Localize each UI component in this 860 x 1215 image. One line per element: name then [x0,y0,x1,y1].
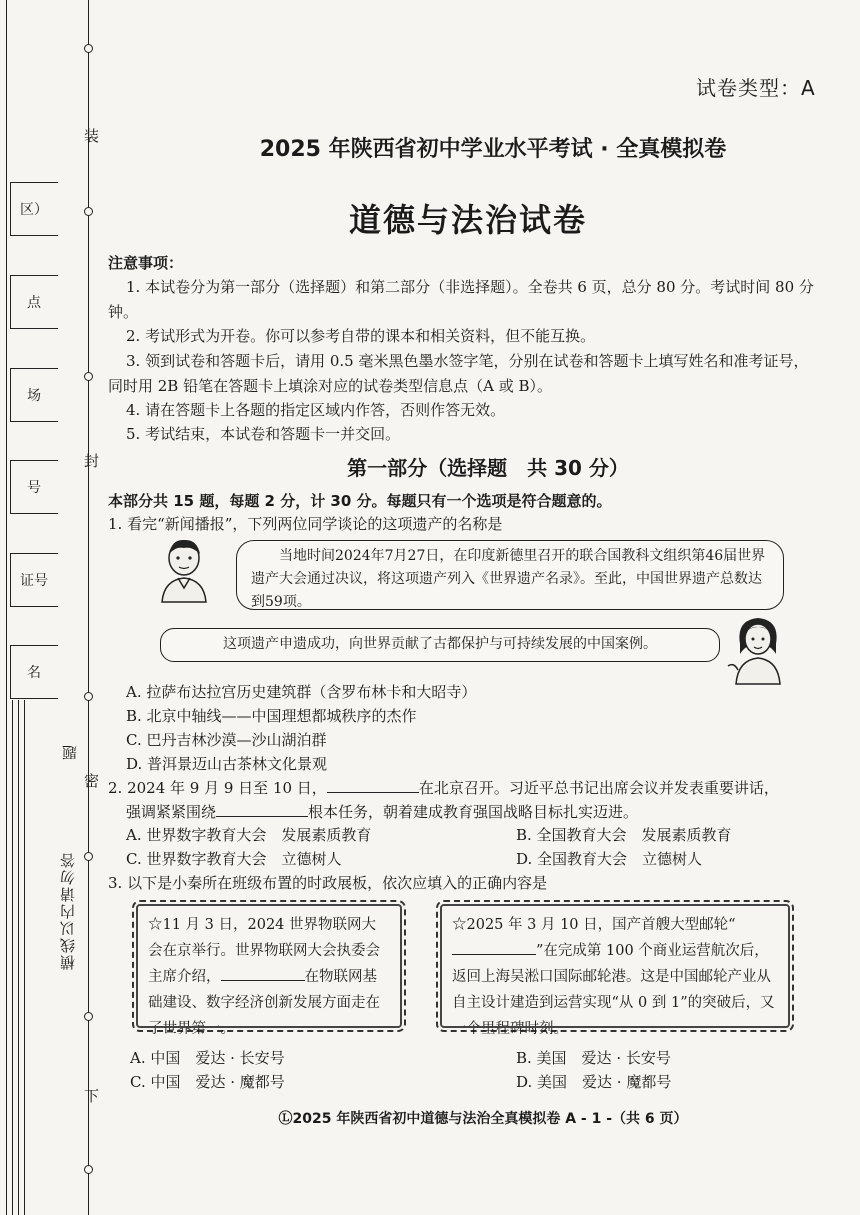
part1-desc: 本部分共 15 题，每题 2 分，计 30 分。每题只有一个选项是符合题意的。 [108,492,612,510]
exam-title: 2025 年陕西省初中学业水平考试 · 全真模拟卷 [259,137,727,162]
panel2-text: ”在完成第 100 个商业运营航次后，返回上海吴淞口国际邮轮港。这是中国邮轮产业从自主设计建造到运营实现“从 0 到 1”的突破后，又一个里程碑时刻。 [452,943,775,1037]
note-item: 2. 考试形式为开卷。你可以参考自带的课本和相关资料，但不能互换。 [126,327,596,345]
q2-option-c: C. 世界数字教育大会 立德树人 [126,850,342,868]
seal-char: 封 [84,452,100,470]
page-footer: Ⓛ2025 年陕西省初中道德与法治全真模拟卷 A - 1 -（共 6 页） [278,1111,688,1127]
margin-box-seat: 号 [10,460,58,514]
seal-dot [84,44,93,53]
q2-stem-part: 2. 2024 年 9 月 9 日至 10 日， [108,779,327,797]
news-panel-2 [436,900,794,1037]
margin-vertical-note: 横线以内请勿答 [59,851,77,970]
q3-option-a: A. 中国 爱达 · 长安号 [130,1049,285,1067]
note-item: 4. 请在答题卡上各题的指定区域内作答，否则作答无效。 [126,401,506,419]
seal-char: 装 [84,127,100,145]
seal-dot [84,372,93,381]
margin-box-site: 点 [10,275,58,329]
q2-stem-part: 根本任务，朝着建成教育强国战略目标扎实迈进。 [308,803,639,821]
q2-stem-line2 [126,800,826,824]
margin-box-id: 证号 [10,553,58,607]
q2-blank-1 [327,779,419,793]
news-bubble: 当地时间2024年7月27日，在印度新德里召开的联合国教科文组织第46届世界遗产大会通过决议，将这项遗产列入《世界遗产名录》。至此，中国世界遗产总数达到59项。 [236,540,784,610]
panel1-text: 在物联网基础建设、数字经济创新发展方面走在了世界第一。 [148,969,380,1037]
margin-line [6,0,7,1215]
q1-option-c: C. 巴丹吉林沙漠—沙山湖泊群 [126,731,327,749]
margin-line [12,700,13,1215]
student-girl-icon [726,614,790,686]
q1-option-d: D. 普洱景迈山古茶林文化景观 [126,755,328,773]
q1-option-a: A. 拉萨布达拉宫历史建筑群（含罗布林卡和大昭寺） [126,683,477,701]
seal-char: 密 [84,772,100,790]
note-item: 1. 本试卷分为第一部分（选择题）和第二部分（非选择题）。全卷共 6 页，总分 80 分。考试时间 80 分钟。 [108,278,814,321]
student-boy-icon [154,536,214,604]
panel2-text: ☆2025 年 3 月 10 日，国产首艘大型邮轮“ [452,917,736,933]
q2-option-d: D. 全国教育大会 立德树人 [516,850,703,868]
seal-dot [84,852,93,861]
note-item: 5. 考试结束，本试卷和答题卡一并交回。 [126,425,401,443]
comment-bubble: 这项遗产申遗成功，向世界贡献了古都保护与可持续发展的中国案例。 [160,628,720,662]
margin-line [24,700,25,1215]
q2-stem-line1 [108,776,820,800]
q1-option-b: B. 北京中轴线——中国理想都城秩序的杰作 [126,707,417,725]
seal-dot [84,207,93,216]
q3-option-d: D. 美国 爱达 · 魔都号 [516,1073,672,1091]
margin-box-name: 名 [10,645,58,699]
seal-line [88,0,89,1215]
q3-blank-2 [452,941,536,955]
paper-type: 试卷类型：A [696,76,816,100]
q2-option-a: A. 世界数字教育大会 发展素质教育 [126,826,372,844]
seal-dot [84,692,93,701]
q2-blank-2 [216,803,308,817]
news-panel-1 [132,900,406,1037]
note-item: 3. 领到试卷和答题卡后，请用 0.5 毫米黑色墨水签字笔，分别在试卷和答题卡上填写姓名和准考证号，同时用 2B 铅笔在答题卡上填涂对应的试卷类型信息点（A 或 B）。 [108,352,809,395]
binding-margin [0,0,100,1215]
seal-char: 下 [84,1087,100,1105]
margin-note-end: 题 [61,743,79,760]
q3-option-b: B. 美国 爱达 · 长安号 [516,1049,671,1067]
notes-heading: 注意事项： [108,254,184,272]
q3-blank-1 [221,967,305,981]
q2-stem-part: 在北京召开。习近平总书记出席会议并发表重要讲话， [418,779,779,797]
margin-line [18,700,19,1215]
q1-stem: 1. 看完“新闻播报”，下列两位同学谈论的这项遗产的名称是 [108,515,503,533]
q3-option-c: C. 中国 爱达 · 魔都号 [130,1073,285,1091]
part1-title: 第一部分（选择题 共 30 分） [347,456,629,480]
seal-dot [84,1012,93,1021]
subject-title: 道德与法治试卷 [348,201,587,239]
margin-box-room: 场 [10,368,58,422]
q2-stem-part: 强调紧紧围绕 [126,803,217,821]
q2-option-b: B. 全国教育大会 发展素质教育 [516,826,732,844]
seal-dot [84,1165,93,1174]
margin-box-district: 区） [10,182,58,236]
panel1-text: ☆11 月 3 日，2024 世界物联网大会在京举行。世界物联网大会执委会主席介绍， [148,917,380,985]
q3-stem: 3. 以下是小秦所在班级布置的时政展板，依次应填入的正确内容是 [108,874,548,892]
